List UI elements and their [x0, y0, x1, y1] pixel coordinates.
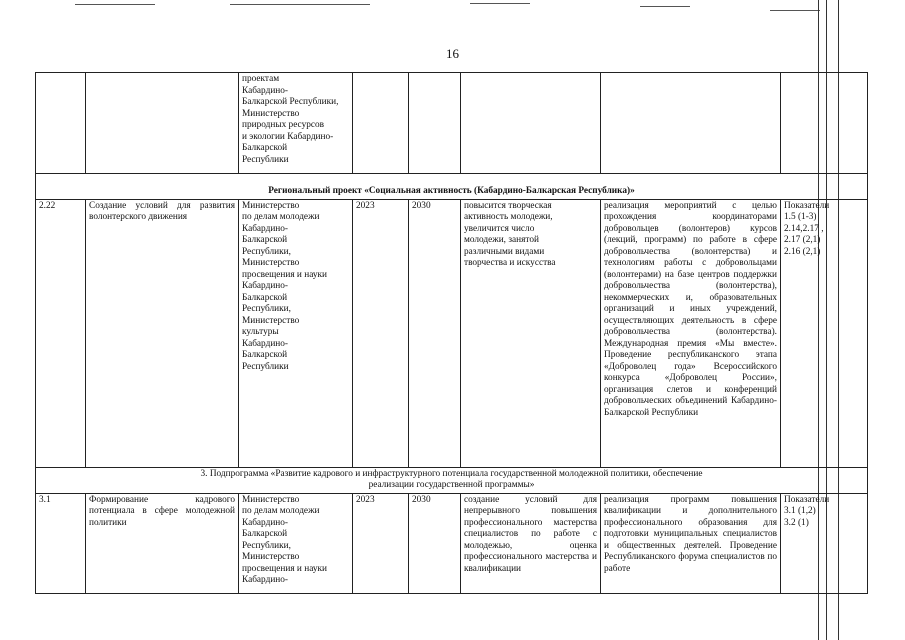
cell-activities: реализация мероприятий с целью прохождения координаторами добровольцев (волонтеров) курсов (лекций, программ) по работе в сфере добровольчества (волонтерства) и технологиям работы с добровольцами (волонтерами) на базе центров поддержки добровольчества (волонтерства), некоммерческих и, образовательных организаций и иных учреждений, осуществляющих деятельность в сфере добровольчества (волонтерства). Международная премия «Мы вместе». Проведение республиканского этапа «Доброволец года» Всероссийского конкурса «Доброволец России», организация слетов и конференций добровольческих объединений Кабардино-Балкарской Республики [601, 199, 781, 467]
cell-num [36, 73, 86, 174]
cell-name: Создание условий для развития волонтерского движения [86, 199, 239, 467]
page-number: 16 [446, 46, 459, 61]
scan-line [230, 4, 370, 5]
cell-name: Формирование кадрового потенциала в сфере молодежной политики [86, 493, 239, 593]
table-row [36, 73, 868, 174]
cell-responsible: проектам Кабардино- Балкарской Республики, Министерство природных ресурсов и экологии Кабардино- Балкарской Республики [239, 73, 353, 174]
cell-num: 3.1 [36, 493, 86, 593]
scan-line [470, 3, 530, 4]
cell-start: 2023 [353, 493, 409, 593]
table-row [36, 493, 868, 593]
cell-result: повысится творческая активность молодежи, увеличится число молодежи, занятой различными видами творчества и искусства [461, 199, 601, 467]
program-table [35, 72, 868, 594]
scan-line [640, 6, 690, 7]
cell-start [353, 73, 409, 174]
cell-result [461, 73, 601, 174]
cell-end: 2030 [409, 199, 461, 467]
cell-activities: реализация программ повышения квалификации и дополнительного профессионального образования для подготовки муниципальных специалистов и общественных деятелей. Проведение Республиканского форума специалистов по работе [601, 493, 781, 593]
cell-responsible: Министерство по делам молодежи Кабардино- Балкарской Республики, Министерство просвещения и науки Кабардино- [239, 493, 353, 593]
cell-activities [601, 73, 781, 174]
scan-line [770, 10, 820, 11]
table-row [36, 199, 868, 467]
cell-result: создание условий для непрерывного повышения профессионального мастерства специалистов по работе с молодежью, оценка профессионального мастерства и квалификации [461, 493, 601, 593]
section-title-subprogram: 3. Подпрограмма «Развитие кадрового и инфраструктурного потенциала государственной молодежной политики, обеспечение реализации государственной программы» [36, 467, 868, 493]
cell-indicators: Показатели 1.5 (1-3) 2.14,2.17 , 2.17 (2,1) 2.16 (2,1) [781, 199, 868, 467]
cell-start: 2023 [353, 199, 409, 467]
cell-responsible: Министерство по делам молодежи Кабардино- Балкарской Республики, Министерство просвещения и науки Кабардино- Балкарской Республики, Министерство культуры Кабардино- Балкарской Республики [239, 199, 353, 467]
scan-line [75, 4, 155, 5]
cell-num: 2.22 [36, 199, 86, 467]
section-title-regional: Региональный проект «Социальная активность (Кабардино-Балкарская Республика)» [36, 174, 868, 200]
section-row [36, 467, 868, 493]
cell-end: 2030 [409, 493, 461, 593]
cell-name [86, 73, 239, 174]
cell-indicators [781, 73, 868, 174]
section-row [36, 174, 868, 200]
cell-end [409, 73, 461, 174]
cell-indicators: Показатели 3.1 (1,2) 3.2 (1) [781, 493, 868, 593]
